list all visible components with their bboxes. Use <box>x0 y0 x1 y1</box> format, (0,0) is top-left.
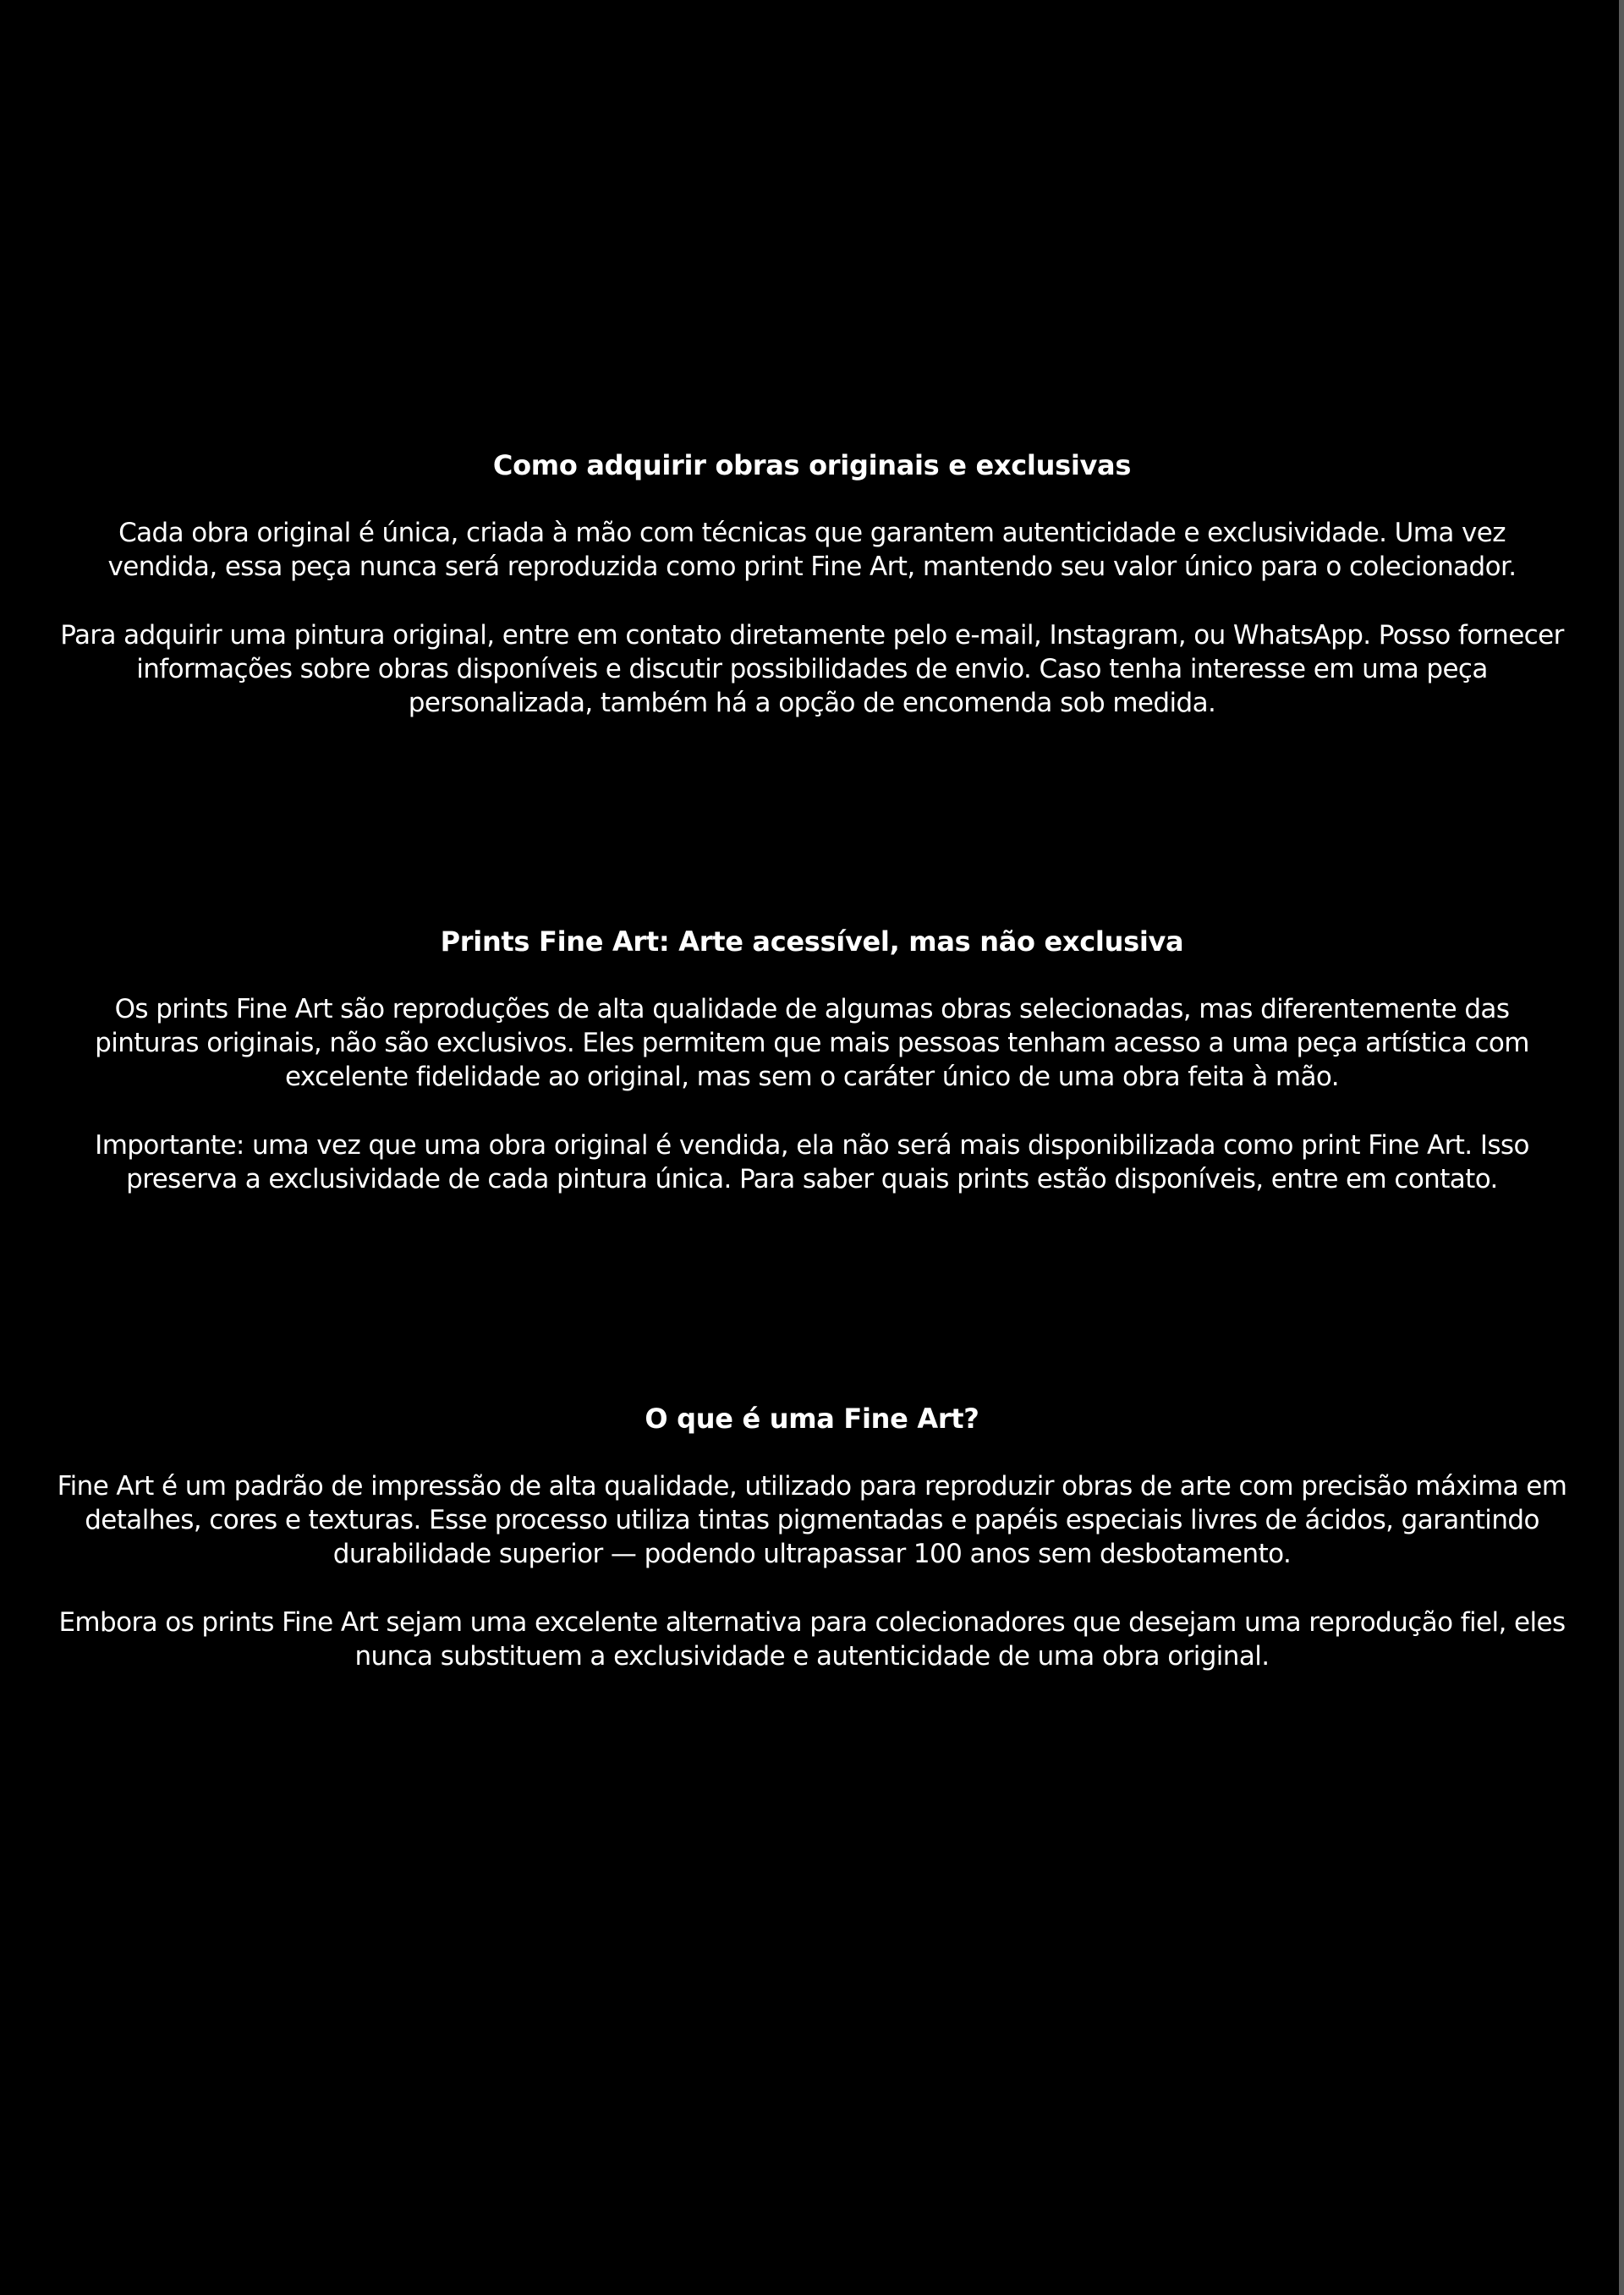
section-paragraph: Cada obra original é única, criada à mão com técnicas que garantem autenticidade e exclusividade. Uma vez vendida, essa peça nunca será reproduzida como print Fine Art, mantendo seu valor único para o colecionador. <box>107 518 1517 582</box>
section-original-works <box>34 448 1590 720</box>
section-title: Como adquirir obras originais e exclusivas <box>492 449 1132 481</box>
page-edge-strip <box>1619 0 1624 2295</box>
section-fine-art-prints <box>34 925 1590 1196</box>
section-paragraph: Os prints Fine Art são reproduções de alta qualidade de algumas obras selecionadas, mas diferentemente das pinturas originais, não são exclusivos. Eles permitem que mais pessoas tenham acesso a uma peça artística com excelente fidelidade ao original, mas sem o caráter único de uma obra feita à mão. <box>95 994 1529 1092</box>
section-paragraph: Importante: uma vez que uma obra original é vendida, ela não será mais disponibilizada como print Fine Art. Isso preserva a exclusividade de cada pintura única. Para saber quais prints estão disponíveis, entre em contato. <box>95 1130 1529 1194</box>
section-paragraph: Para adquirir uma pintura original, entre em contato diretamente pelo e-mail, Instagram, ou WhatsApp. Posso fornecer informações sobre obras disponíveis e discutir possibilidades de envio. Caso tenha interesse em uma peça personalizada, também há a opção de encomenda sob medida. <box>60 620 1564 718</box>
section-paragraph: Fine Art é um padrão de impressão de alta qualidade, utilizado para reproduzir obras de arte com precisão máxima em detalhes, cores e texturas. Esse processo utiliza tintas pigmentadas e papéis especiais livres de ácidos, garantindo durabilidade superior — podendo ultrapassar 100 anos sem desbotamento. <box>57 1471 1567 1569</box>
section-paragraph: Embora os prints Fine Art sejam uma excelente alternativa para colecionadores que desejam uma reprodução fiel, eles nunca substituem a exclusividade e autenticidade de uma obra original. <box>58 1607 1566 1672</box>
section-title: Prints Fine Art: Arte acessível, mas não exclusiva <box>440 925 1184 958</box>
section-what-is-fine-art <box>34 1402 1590 1673</box>
section-title: O que é uma Fine Art? <box>645 1403 979 1435</box>
